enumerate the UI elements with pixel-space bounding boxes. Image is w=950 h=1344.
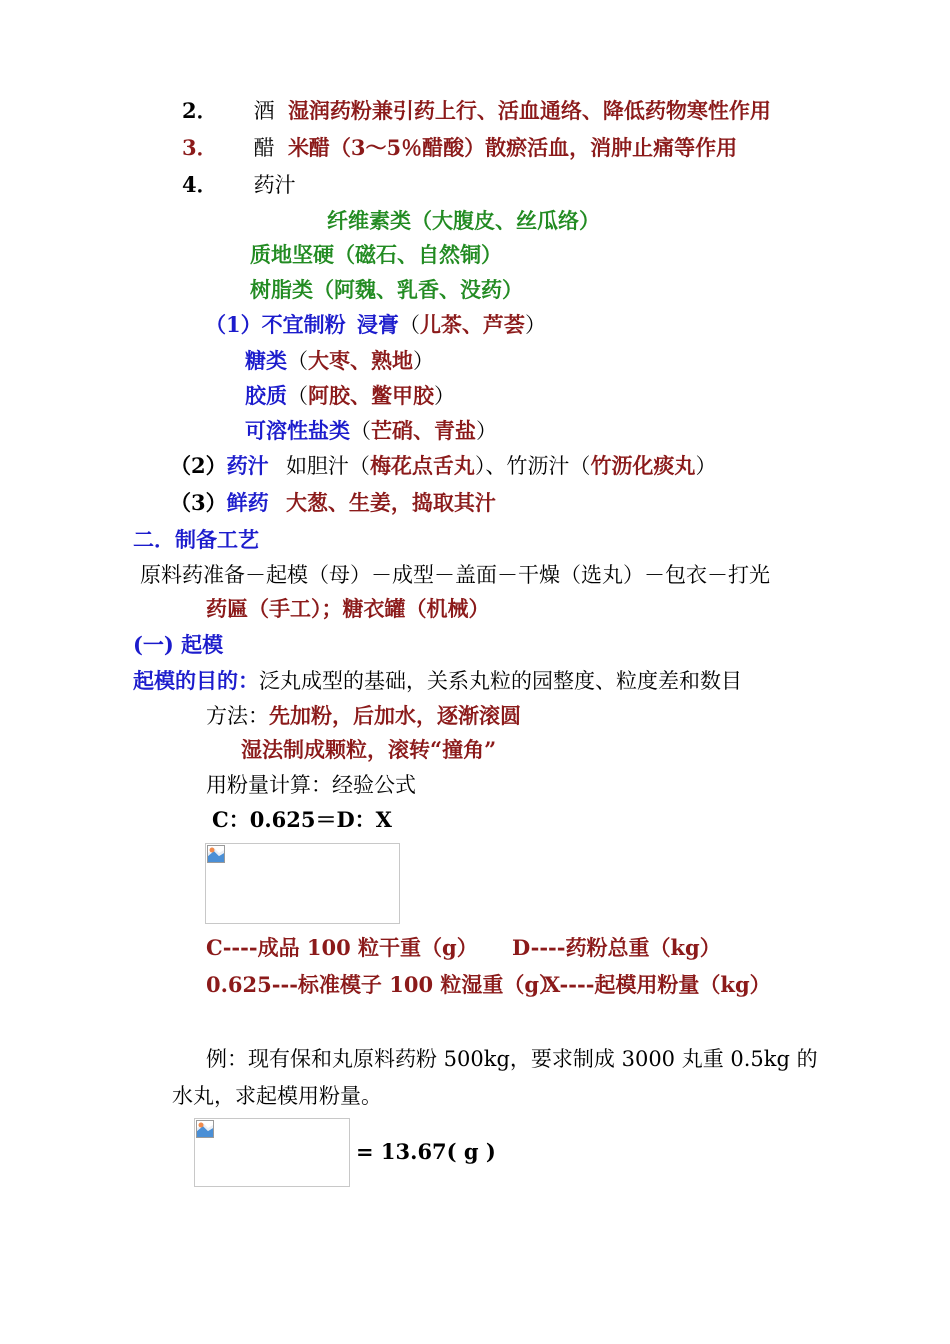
calculation-image bbox=[194, 1118, 350, 1187]
method-label: 方法： bbox=[206, 704, 269, 728]
juice-line bbox=[170, 452, 716, 480]
method-line bbox=[206, 702, 521, 730]
unsuitable-label: （1）不宜制粉 bbox=[205, 312, 346, 337]
item-number: 4． bbox=[182, 172, 218, 197]
category-label: 糖类 bbox=[245, 348, 287, 373]
broken-image-icon bbox=[207, 845, 225, 863]
item-desc: 米醋（3～5％醋酸）散瘀活血，消肿止痛等作用 bbox=[287, 135, 738, 160]
example-text: 儿茶、芦荟 bbox=[419, 312, 525, 337]
paren-open: （ bbox=[287, 384, 308, 408]
formula-image bbox=[205, 843, 400, 924]
item-2-wine bbox=[182, 97, 771, 125]
purpose-text: 泛丸成型的基础，关系丸粒的园整度、粒度差和数目 bbox=[259, 669, 742, 693]
item-key: 酒 bbox=[253, 99, 275, 123]
sugar-line bbox=[245, 347, 434, 375]
item-number: 2． bbox=[182, 98, 218, 123]
example-text: 阿胶、鳖甲胶 bbox=[308, 383, 434, 408]
wet-method-line: 湿法制成颗粒，滚转“撞角” bbox=[241, 737, 497, 762]
example-line-1 bbox=[206, 1045, 818, 1073]
formula-line: C：0.625＝D：X bbox=[212, 807, 392, 832]
item-desc: 湿润药粉兼引药上行、活血通络、降低药物寒性作用 bbox=[287, 98, 771, 123]
process-flow: 原料药准备－起模（母）－成型－盖面－干燥（选丸）－包衣－打光 bbox=[140, 563, 770, 587]
definition-d: D----药粉总重（kg） bbox=[512, 935, 721, 960]
item-number: （2） bbox=[170, 453, 227, 478]
fresh-text: 大葱、生姜，捣取其汁 bbox=[285, 490, 496, 515]
paren-close: ） bbox=[413, 349, 434, 373]
method-text: 先加粉，后加水，逐渐滚圆 bbox=[269, 703, 521, 728]
category-label: 胶质 bbox=[245, 383, 287, 408]
example-text: 大枣、熟地 bbox=[308, 348, 413, 373]
section-heading: 二．制备工艺 bbox=[133, 527, 259, 552]
item-3-vinegar bbox=[182, 134, 737, 162]
paren-close: ） bbox=[434, 384, 455, 408]
paren-open: （ bbox=[398, 313, 420, 337]
purpose-label: 起模的目的： bbox=[133, 668, 259, 693]
result-line: = 13.67( g ) bbox=[356, 1139, 496, 1164]
item-number: 3． bbox=[182, 135, 218, 160]
example-text: 梅花点舌丸 bbox=[369, 453, 475, 478]
example-text: 芒硝、青盐 bbox=[371, 418, 476, 443]
broken-image-icon bbox=[196, 1120, 214, 1138]
item-4-juice bbox=[182, 171, 296, 199]
unsuitable-powder-line bbox=[205, 311, 546, 339]
salt-line bbox=[245, 417, 497, 445]
paren-open: （ bbox=[287, 349, 308, 373]
calc-line: 用粉量计算：经验公式 bbox=[206, 773, 416, 797]
definition-0625: 0.625---标准模子 100 粒湿重（g） bbox=[206, 972, 561, 997]
juice-label: 药汁 bbox=[226, 453, 269, 478]
hard-line: 质地坚硬（磁石、自然铜） bbox=[250, 242, 502, 267]
juice-text-2: ）、竹沥汁（ bbox=[474, 454, 591, 478]
resin-line: 树脂类（阿魏、乳香、没药） bbox=[250, 277, 523, 302]
paren-close: ） bbox=[524, 313, 546, 337]
tools-line: 药匾（手工）；糖衣罐（机械） bbox=[206, 596, 490, 621]
item-key: 醋 bbox=[253, 136, 275, 160]
fresh-herb-line bbox=[170, 489, 496, 517]
definition-c: C----成品 100 粒干重（g） bbox=[206, 935, 478, 960]
subsection-heading: (一) 起模 bbox=[133, 632, 224, 657]
gelatin-line bbox=[245, 382, 455, 410]
item-key: 药汁 bbox=[253, 173, 296, 197]
example-line-2: 水丸，求起模用粉量。 bbox=[172, 1084, 382, 1108]
definition-x: X----起模用粉量（kg） bbox=[544, 972, 771, 997]
paren-close: ） bbox=[476, 419, 497, 443]
item-number: （3） bbox=[170, 490, 227, 515]
category-label: 可溶性盐类 bbox=[245, 418, 350, 443]
example-text-2: 竹沥化痰丸 bbox=[590, 453, 696, 478]
paren-close: ） bbox=[695, 454, 717, 478]
paren-open: （ bbox=[350, 419, 371, 443]
extract-label: 浸膏 bbox=[356, 312, 399, 337]
juice-text: 如胆汁（ bbox=[285, 454, 370, 478]
fresh-label: 鲜药 bbox=[226, 490, 269, 515]
purpose-line bbox=[133, 667, 742, 695]
fiber-line: 纤维素类（大腹皮、丝瓜络） bbox=[327, 208, 600, 233]
example-text: 例：现有保和丸原料药粉 500kg，要求制成 3000 丸重 0.5kg 的 bbox=[206, 1047, 818, 1071]
